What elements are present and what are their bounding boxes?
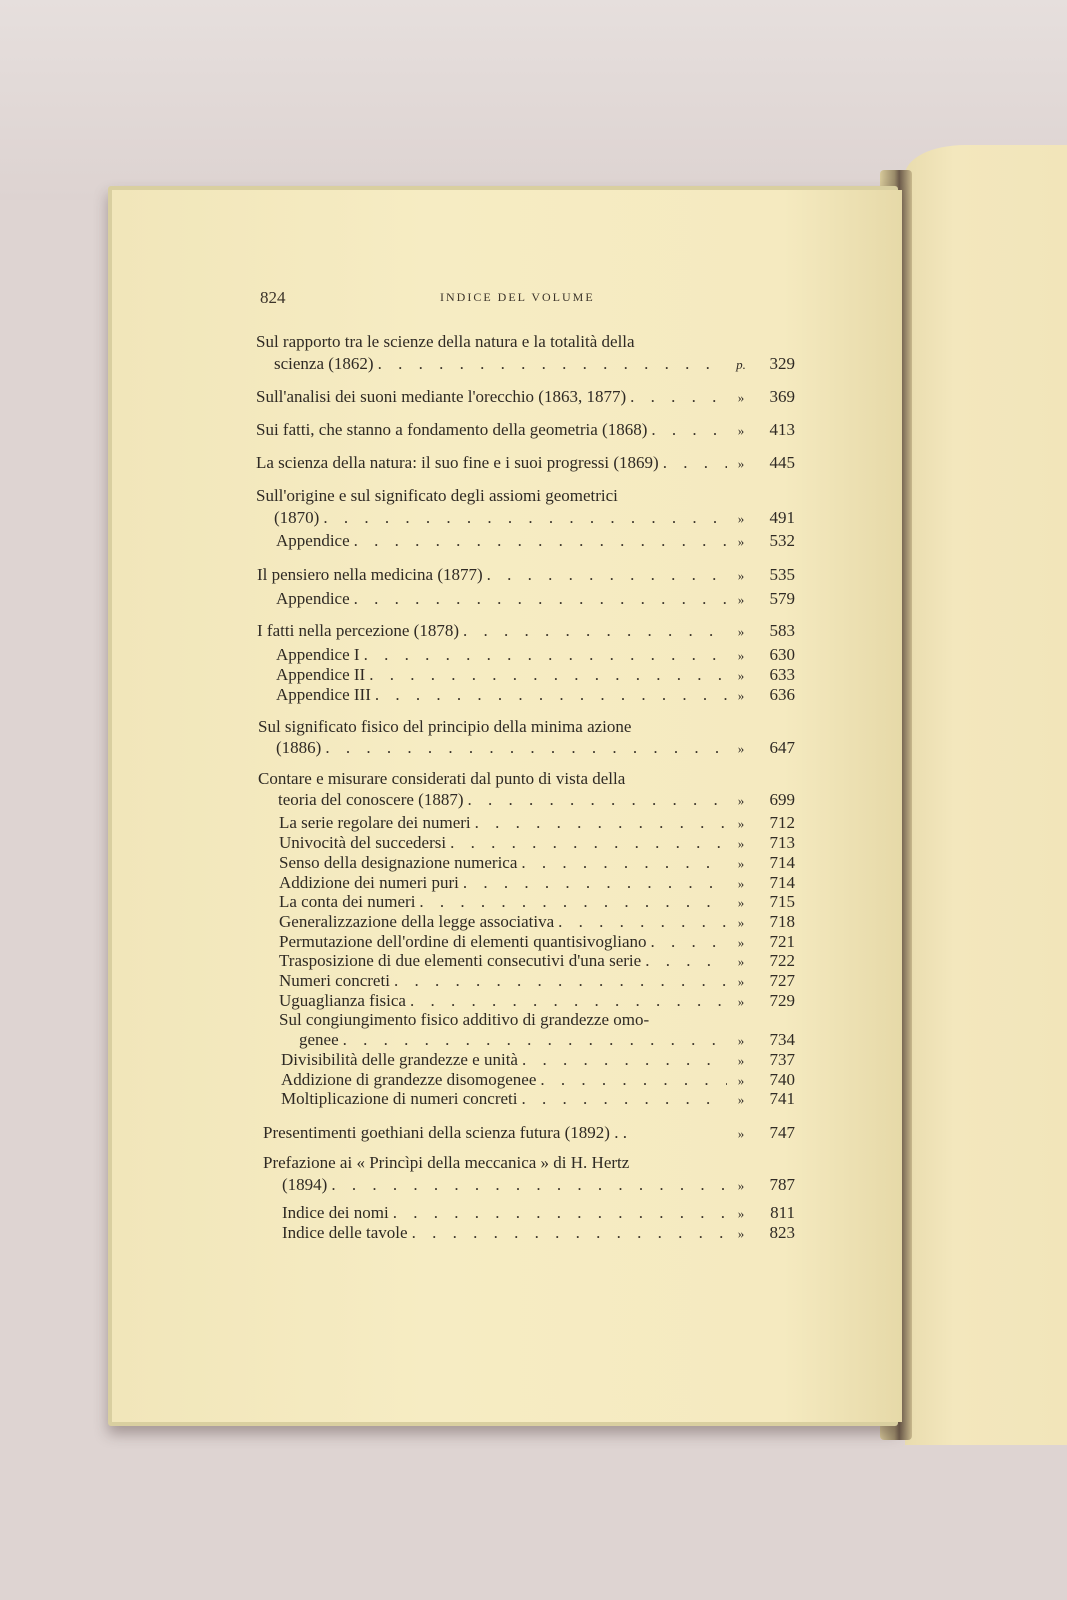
page-ref: 729 [769,991,795,1010]
toc-entry: Indice dei nomi . . . » 811 [282,1203,795,1223]
leader-dots [459,621,727,641]
toc-entry: teoria del conoscere (1887) . . . » 699 [278,790,795,810]
toc-entry: Appendice . . . » 532 [276,531,795,551]
toc-entry: Presentimenti goethiani della scienza futura (1892) . . » 747 [263,1123,795,1142]
toc-subentry: La serie regolare dei numeri . . . » 712 [279,813,795,833]
leader-dots [518,1089,727,1109]
page-number: 824 [260,288,286,307]
page-ref: 714 [769,853,795,872]
toc-subentry: Generalizzazione della legge associativa . . . » 718 [279,912,795,932]
leader-dots [471,813,727,833]
toc-entry: Appendice I . . . » 630 [276,645,795,665]
toc-entry: Sui fatti, che stanno a fondamento della geometria (1868) . . . » 413 [256,420,795,440]
leader-dots [339,1030,727,1050]
page-ref: 647 [769,738,795,757]
toc-subentry-line: Sul congiungimento fisico additivo di grandezze omo- [279,1010,650,1029]
leader-dots [536,1070,727,1090]
leader-dots [321,738,727,758]
leader-dots [350,589,727,609]
toc-entry-line: Sull'origine e sul significato degli assiomi geometrici [256,486,618,505]
page-ref: 741 [769,1089,795,1108]
page-ref: 712 [769,813,795,832]
leader-dots [360,645,727,665]
leader-dots [647,932,727,952]
page-ref: 445 [769,453,795,472]
page-ref: 329 [769,354,795,373]
toc-subentry: Divisibilità delle grandezze e unità . . . » 737 [281,1050,795,1070]
leader-dots [390,971,727,991]
page-ref: 823 [769,1223,795,1242]
toc-entry: Appendice III . . . » 636 [276,685,795,705]
leader-dots [464,790,728,810]
toc-entry-line: Contare e misurare considerati dal punto di vista della [258,769,626,788]
leader-dots [483,565,727,585]
toc-entry-line: Sul significato fisico del principio della minima azione [258,717,632,736]
toc-entry-line: Prefazione ai « Princìpi della meccanica » di H. Hertz [263,1153,630,1172]
page-ref: 583 [769,621,795,640]
toc-entry: (1894) . . . » 787 [282,1175,795,1195]
page-ref: 715 [769,892,795,911]
leader-dots [408,1223,727,1243]
leader-dots [319,508,727,528]
toc-subentry: Numeri concreti . . . » 727 [279,971,795,991]
page-ref: 535 [769,565,795,584]
toc-subentry: Senso della designazione numerica . . . » 714 [279,853,795,873]
page-ref: 718 [769,912,795,931]
toc-subentry: Permutazione dell'ordine di elementi quantisivogliano . . . » 721 [279,932,795,952]
leader-dots [446,833,727,853]
page-ref: 737 [769,1050,795,1069]
running-head: INDICE DEL VOLUME [440,290,595,304]
toc-subentry: genee . . . » 734 [299,1030,795,1050]
page-ref: 811 [770,1203,795,1222]
toc-subentry: La conta dei numeri . . . » 715 [279,892,795,912]
page-ref: 636 [769,685,795,704]
leader-dots [350,531,727,551]
toc-entry-line: Sul rapporto tra le scienze della natura e la totalità della [256,332,635,351]
leader-dots [406,991,727,1011]
page-ref: 369 [769,387,795,406]
leader-dots [327,1175,727,1195]
leader-dots [659,453,727,473]
page-ref: 413 [769,420,795,439]
page-ref: 727 [769,971,795,990]
toc-entry: La scienza della natura: il suo fine e i suoi progressi (1869) . . . » 445 [256,453,795,473]
toc-entry: (1870) . . . » 491 [274,508,795,528]
page-ref: 740 [769,1070,795,1089]
leader-dots [389,1203,727,1223]
page-ref: 787 [769,1175,795,1194]
page-ref: 714 [769,873,795,892]
page-ref: 721 [769,932,795,951]
toc-subentry: Addizione di grandezze disomogenee . . . » 740 [281,1070,795,1090]
toc-subentry: Addizione dei numeri puri . . . » 714 [279,873,795,893]
toc-entry: Sull'analisi dei suoni mediante l'orecchio (1863, 1877) . . . » 369 [256,387,795,407]
page-ref: 630 [769,645,795,664]
page-ref: 633 [769,665,795,684]
leader-dots [554,912,727,932]
toc-subentry: Trasposizione di due elementi consecutivi d'una serie . . . » 722 [279,951,795,971]
toc-entry: Appendice . . . » 579 [276,589,795,609]
leader-dots [374,354,727,374]
toc-entry: Indice delle tavole . . . » 823 [282,1223,795,1243]
leader-dots [626,387,727,407]
page-ref: 722 [769,951,795,970]
toc-entry: I fatti nella percezione (1878) . . . » 583 [257,621,795,641]
page-ref: 699 [769,790,795,809]
leader-dots [459,873,727,893]
toc-subentry: Moltiplicazione di numeri concreti . . . » 741 [281,1089,795,1109]
page-ref: 747 [769,1123,795,1142]
leader-dots [415,892,727,912]
leader-dots [517,853,727,873]
leader-dots [518,1050,727,1070]
toc-entry: (1886) . . . » 647 [276,738,795,758]
page-ref: 579 [769,589,795,608]
page-ref: 734 [769,1030,795,1049]
toc-entry: scienza (1862) . . . p. 329 [274,354,795,374]
toc-subentry: Uguaglianza fisica . . . » 729 [279,991,795,1011]
page-ref: 491 [769,508,795,527]
page-ref: 532 [769,531,795,550]
page-ref: 713 [769,833,795,852]
toc-entry: Appendice II . . . » 633 [276,665,795,685]
leader-dots [647,420,727,440]
leader-dots [641,951,727,971]
toc-subentry: Univocità del succedersi . . . » 713 [279,833,795,853]
leader-dots [371,685,727,705]
leader-dots [365,665,727,685]
toc-entry: Il pensiero nella medicina (1877) . . . » 535 [257,565,795,585]
